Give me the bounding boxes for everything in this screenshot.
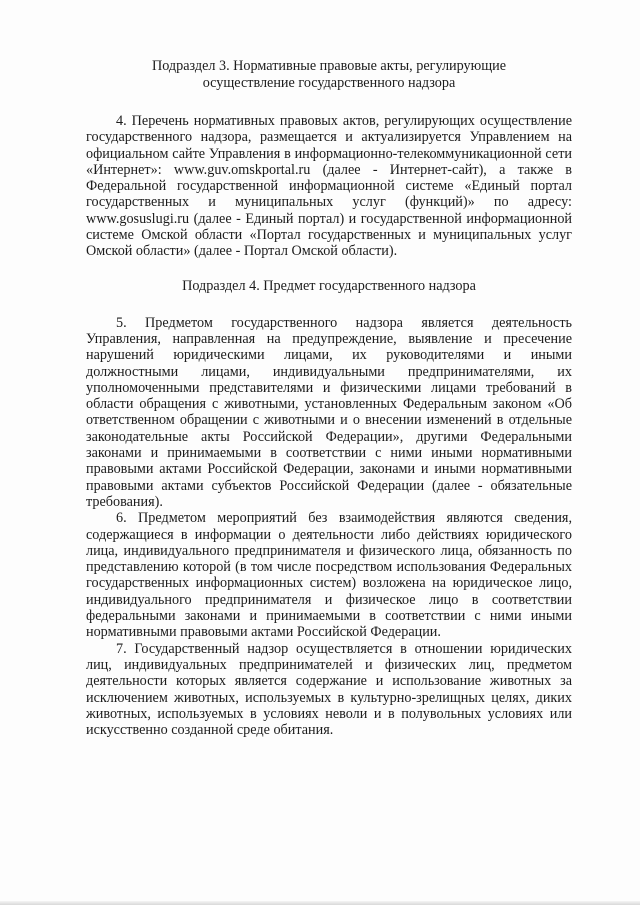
subsection-4-heading [86,278,572,295]
paragraph-7: 7. Государственный надзор осуществляется в отношении юридических лиц, индивидуальных предпринимателей и физических лиц, предметом деятельности которых является содержание и использование животных за исключением животных, используемых в культурно-зрелищных целях, диких животных, используемых в условиях неволи и в полувольных условиях или искусственно созданной среде обитания. [86,640,572,739]
subsection-3-heading [86,58,572,92]
subsection-3-heading-line-1: Подраздел 3. Нормативные правовые акты, регулирующие [151,58,507,74]
subsection-3-heading-line-2: осуществление государственного надзора [202,75,456,91]
document-body [86,58,572,738]
scan-bottom-edge [0,901,640,905]
subsection-4-heading-line: Подраздел 4. Предмет государственного надзора [182,277,476,294]
paragraph-5: 5. Предметом государственного надзора является деятельность Управления, направленная на предупреждение, выявление и пресечение нарушений юридическими лицами, их руководителями и иными должностными лицами, индивидуальными предпринимателями, их уполномоченными представителями и физическими лицами требований в области обращения с животными, установленных Федеральным законом «Об ответственном обращении с животными и о внесении изменений в отдельные законодательные акты Российской Федерации», другими Федеральными законами и принимаемыми в соответствии с ними иными нормативными правовыми актами Российской Федерации, законами и иными нормативными правовыми актами субъектов Российской Федерации (далее - обязательные требования). [86,314,572,510]
paragraph-6: 6. Предметом мероприятий без взаимодействия являются сведения, содержащиеся в информации о деятельности либо действиях юридического лица, индивидуального предпринимателя и физического лица, обязанность по представлению которой (в том числе посредством использования Федеральных государственных информационных систем) возложена на юридическое лицо, индивидуального предпринимателя и физическое лицо в соответствии федеральными законами и принимаемыми в соответствии с ними иными нормативными правовыми актами Российской Федерации. [86,510,572,641]
paragraph-4: 4. Перечень нормативных правовых актов, регулирующих осуществление государственного надзора, размещается и актуализируется Управлением на официальном сайте Управления в информационно-телекоммуникационной сети «Интернет»: www.guv.omskportal.ru (далее - Интернет-сайт), а также в Федеральной государственной информационной системе «Единый портал государственных и муниципальных услуг (функций)» по адресу: www.gosuslugi.ru (далее - Единый портал) и государственной информационной системе Омской области «Портал государственных и муниципальных услуг Омской области» (далее - Портал Омской области). [86,113,572,260]
